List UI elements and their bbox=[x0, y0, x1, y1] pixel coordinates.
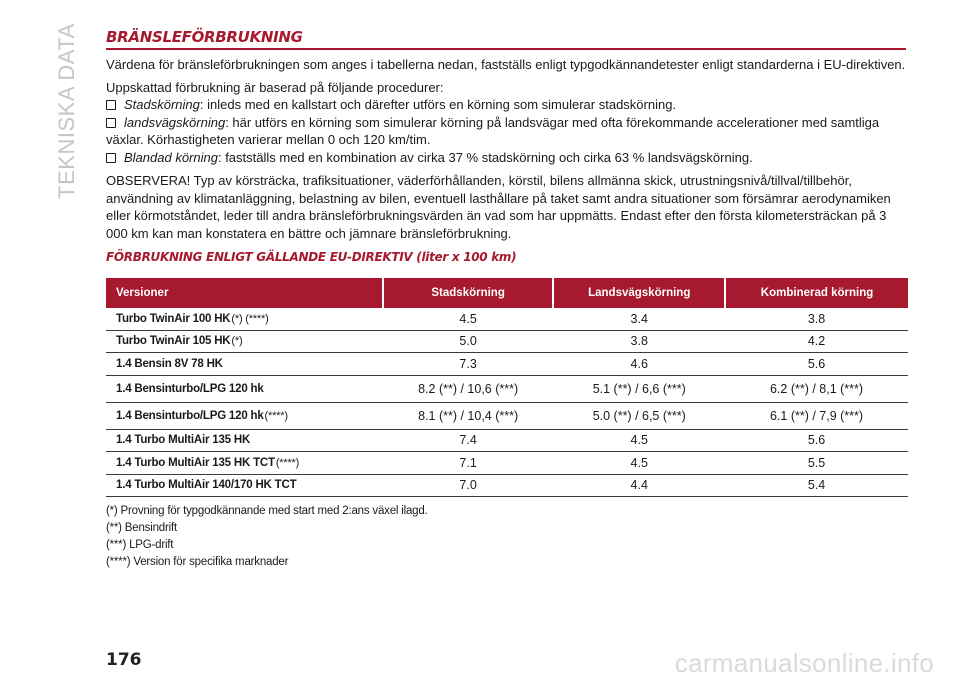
city-cell: 8.2 (**) / 10,6 (***) bbox=[383, 375, 554, 402]
road-cell: 3.4 bbox=[553, 308, 725, 330]
procedure-text: : här utförs en körning som simulerar körning på landsvägar med ofta förekommande accelerationer med samtliga växlar. Körhastigheten varierar mellan 0 och 120 km/tim. bbox=[106, 114, 880, 147]
version-cell bbox=[106, 429, 383, 452]
table-row bbox=[106, 474, 908, 497]
procedure-item-city bbox=[106, 96, 906, 114]
road-cell: 5.0 (**) / 6,5 (***) bbox=[553, 402, 725, 429]
road-cell: 5.1 (**) / 6,6 (***) bbox=[553, 375, 725, 402]
road-cell: 4.5 bbox=[553, 452, 725, 475]
page-content bbox=[106, 28, 906, 571]
combined-cell: 5.5 bbox=[725, 452, 908, 475]
procedure-term: landsvägskörning bbox=[124, 114, 226, 130]
city-cell: 5.0 bbox=[383, 330, 554, 353]
procedure-item-combined bbox=[106, 149, 906, 167]
city-cell: 7.0 bbox=[383, 474, 554, 497]
checkbox-bullet-icon bbox=[106, 118, 116, 128]
footnote: (*) Provning för typgodkännande med start med 2:ans växel ilagd. bbox=[106, 505, 428, 517]
version-name: 1.4 Turbo MultiAir 140/170 HK TCT bbox=[116, 479, 297, 492]
version-cell bbox=[106, 308, 383, 330]
version-cell bbox=[106, 375, 383, 402]
city-cell: 4.5 bbox=[383, 308, 554, 330]
header-city: Stadskörning bbox=[383, 278, 554, 308]
city-cell: 8.1 (**) / 10,4 (***) bbox=[383, 402, 554, 429]
table-row bbox=[106, 353, 908, 376]
city-cell: 7.4 bbox=[383, 429, 554, 452]
watermark: carmanualsonline.info bbox=[674, 648, 934, 678]
procedure-term: Blandad körning bbox=[124, 149, 218, 165]
side-tab bbox=[52, 23, 82, 199]
version-cell bbox=[106, 452, 383, 475]
table-row bbox=[106, 452, 908, 475]
combined-cell: 6.1 (**) / 7,9 (***) bbox=[725, 402, 908, 429]
consumption-table bbox=[106, 278, 908, 497]
procedures-heading: Uppskattad förbrukning är baserad på följande procedurer: bbox=[106, 79, 444, 95]
combined-cell: 5.6 bbox=[725, 429, 908, 452]
table-title: FÖRBRUKNING ENLIGT GÄLLANDE EU-DIREKTIV (liter x 100 km) bbox=[106, 250, 517, 264]
combined-cell: 4.2 bbox=[725, 330, 908, 353]
version-marks: (****) bbox=[264, 409, 288, 422]
version-cell bbox=[106, 353, 383, 376]
footnote: (***) LPG-drift bbox=[106, 539, 174, 551]
version-cell bbox=[106, 474, 383, 497]
table-row bbox=[106, 429, 908, 452]
note-paragraph: OBSERVERA! Typ av körsträcka, trafiksituationer, väderförhållanden, körstil, bilens allmänna skick, utrustningsnivå/tillval/tillbehör, användning av klimatanläggning, belastning av bilen, eventuell lasthållare på taket samt andra situationer som försämrar aerodynamiken eller körmotståndet, leder till andra bränsleförbrukningsvärden än vad som har uppmätts. Endast efter den första kilometersträckan på 3 000 km kan man konstatera en bättre och jämnare bränsleförbrukning. bbox=[106, 173, 891, 241]
version-name: Turbo TwinAir 105 HK bbox=[116, 335, 231, 348]
road-cell: 4.4 bbox=[553, 474, 725, 497]
checkbox-bullet-icon bbox=[106, 153, 116, 163]
table-row bbox=[106, 375, 908, 402]
procedure-text: : fastställs med en kombination av cirka 37 % stadskörning och cirka 63 % landsvägskörning. bbox=[217, 149, 753, 165]
version-name: 1.4 Turbo MultiAir 135 HK bbox=[116, 434, 251, 447]
combined-cell: 6.2 (**) / 8,1 (***) bbox=[725, 375, 908, 402]
road-cell: 3.8 bbox=[553, 330, 725, 353]
procedure-text: : inleds med en kallstart och därefter utförs en körning som simulerar stadskörning. bbox=[199, 97, 677, 112]
table-row bbox=[106, 402, 908, 429]
version-name: 1.4 Turbo MultiAir 135 HK TCT bbox=[116, 456, 275, 469]
procedure-item-road bbox=[106, 114, 906, 149]
header-versions: Versioner bbox=[106, 278, 383, 308]
city-cell: 7.3 bbox=[383, 353, 554, 376]
procedure-term: Stadskörning bbox=[124, 97, 200, 112]
footnotes bbox=[106, 503, 906, 571]
combined-cell: 5.4 bbox=[725, 474, 908, 497]
city-cell: 7.1 bbox=[383, 452, 554, 475]
version-name: 1.4 Bensinturbo/LPG 120 hk bbox=[116, 409, 264, 422]
table-header-row bbox=[106, 278, 908, 308]
road-cell: 4.5 bbox=[553, 429, 725, 452]
version-cell bbox=[106, 402, 383, 429]
version-name: 1.4 Bensin 8V 78 HK bbox=[116, 357, 223, 370]
footnote: (****) Version för specifika marknader bbox=[106, 556, 289, 568]
page-number: 176 bbox=[106, 650, 142, 670]
version-cell bbox=[106, 330, 383, 353]
combined-cell: 5.6 bbox=[725, 353, 908, 376]
header-road: Landsvägskörning bbox=[553, 278, 725, 308]
checkbox-bullet-icon bbox=[106, 100, 116, 110]
version-marks: (*) (****) bbox=[231, 312, 269, 325]
table-row bbox=[106, 308, 908, 330]
version-marks: (*) bbox=[231, 335, 243, 348]
table-row bbox=[106, 330, 908, 353]
road-cell: 4.6 bbox=[553, 353, 725, 376]
version-marks: (****) bbox=[275, 456, 300, 469]
section-title: BRÄNSLEFÖRBRUKNING bbox=[106, 28, 906, 50]
combined-cell: 3.8 bbox=[725, 308, 908, 330]
side-tab-label: TEKNISKA DATA bbox=[54, 23, 79, 199]
version-name: Turbo TwinAir 100 HK bbox=[116, 312, 231, 325]
version-name: 1.4 Bensinturbo/LPG 120 hk bbox=[116, 382, 264, 395]
footnote: (**) Bensindrift bbox=[106, 522, 177, 534]
intro-paragraph: Värdena för bränsleförbrukningen som anges i tabellerna nedan, fastställs enligt typgodkännandetester enligt standarderna i EU-direktiven. bbox=[106, 57, 906, 72]
header-combined: Kombinerad körning bbox=[725, 278, 908, 308]
